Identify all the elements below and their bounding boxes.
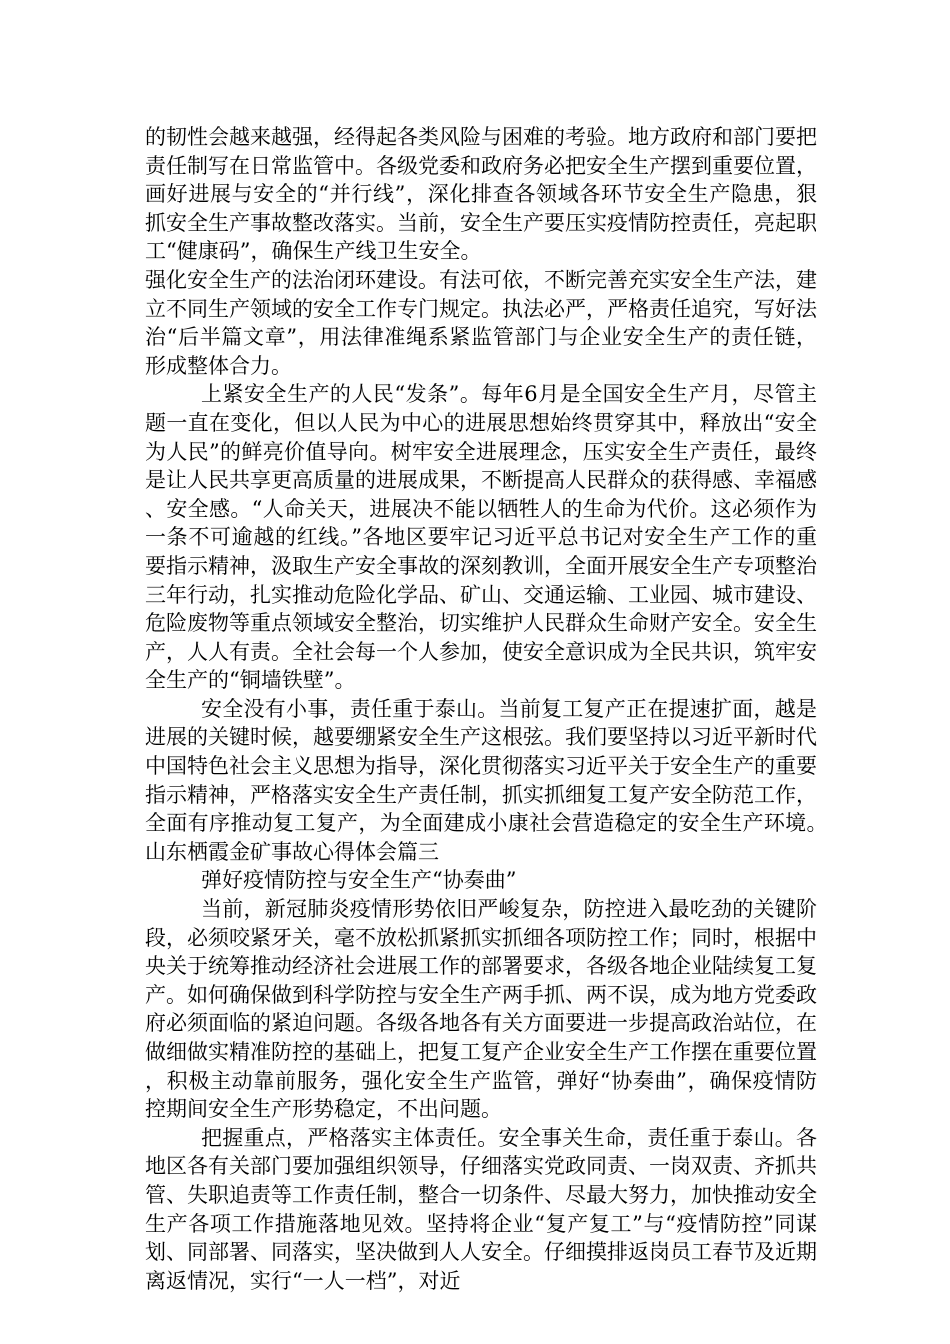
paragraph: 安全没有小事，责任重于泰山。当前复工复产正在提速扩面，越是进展的关键时候，越要绷紧安全生产这根弦。我们要坚持以习近平新时代中国特色社会主义思想为指导，深化贯彻落实习近平关于安全生产的重要指示精神，严格落实安全生产责任制，抓实抓细复工复产安全防范工作，全面有序推动复工复产，为全面建成小康社会营造稳定的安全生产环境。 山东栖霞金矿事故心得体会篇三 — [145, 696, 859, 864]
section-title: 弹好疫情防控与安全生产“协奏曲” — [201, 868, 517, 893]
paragraph: 上紧安全生产的人民“发条”。每年6月是全国安全生产月，尽管主题一直在变化，但以人民为中心的进展思想始终贯穿其中，释放出“安全为人民”的鲜亮价值导向。树牢安全进展理念，压实安全生产责任，最终是让人民共享更高质量的进展成果，不断提高人民群众的获得感、幸福感、安全感。“人命关天，进展决不能以牺牲人的生命为代价。这必须作为一条不可逾越的红线。”各地区要牢记习近平总书记对安全生产工作的重要指示精神，汲取生产安全事故的深刻教训，全面开展安全生产专项整治三年行动，扎实推动危险化学品、矿山、交通运输、工业园、城市建设、危险废物等重点领域安全整治，切实维护人民群众生命财产安全。安全生产，人人有责。全社会每一个人参加，使安全意识成为全民共识，筑牢安全生产的“铜墙铁壁”。 — [145, 382, 817, 693]
paragraph: 把握重点，严格落实主体责任。安全事关生命，责任重于泰山。各地区各有关部门要加强组织领导，仔细落实党政同责、一岗双责、齐抓共管、失职追责等工作责任制，整合一切条件、尽最大努力，加快推动安全生产各项工作措施落地见效。坚持将企业“复产复工”与“疫情防控”同谋划、同部署、同落实，坚决做到人人安全。仔细摸排返岗员工春节及近期离返情况，实行“一人一档”，对近 — [145, 1125, 817, 1293]
paragraph: 当前，新冠肺炎疫情形势依旧严峻复杂，防控进入最吃劲的关键阶段，必须咬紧牙关，毫不放松抓紧抓实抓细各项防控工作；同时，根据中央关于统筹推动经济社会进展工作的部署要求，各级各地企业陆续复工复产。如何确保做到科学防控与安全生产两手抓、两不误，成为地方党委政府必须面临的紧迫问题。各级各地各有关方面要进一步提高政治站位，在做细做实精准防控的基础上，把复工复产企业安全生产工作摆在重要位置，积极主动靠前服务，强化安全生产监管，弹好“协奏曲”，确保疫情防控期间安全生产形势稳定，不出问题。 — [145, 897, 817, 1122]
paragraph: 强化安全生产的法治闭环建设。有法可依，不断完善充实安全生产法，建立不同生产领域的安全工作专门规定。执法必严，严格责任追究，写好法治“后半篇文章”，用法律准绳系紧监管部门与企业安全生产的责任链，形成整体合力。 — [145, 267, 817, 378]
document-body — [145, 123, 859, 1295]
paragraph: 的韧性会越来越强，经得起各类风险与困难的考验。地方政府和部门要把责任制写在日常监管中。各级党委和政府务必把安全生产摆到重要位置，画好进展与安全的“并行线”，深化排查各领域各环节安全生产隐患，狠抓安全生产事故整改落实。当前，安全生产要压实疫情防控责任，亮起职工“健康码”，确保生产线卫生安全。 — [145, 125, 817, 264]
